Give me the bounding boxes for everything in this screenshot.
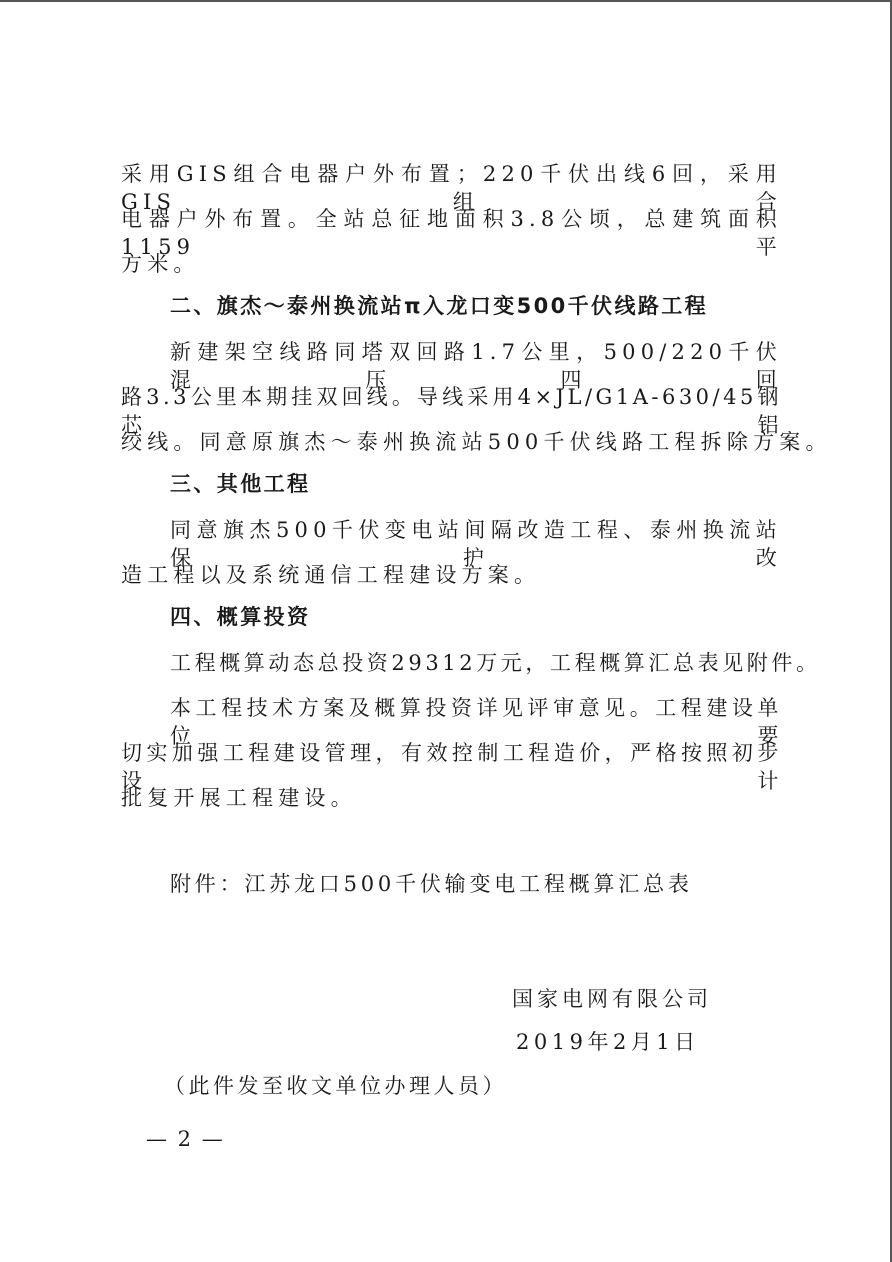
paragraph-line: 方米。 bbox=[121, 252, 200, 276]
paragraph-line: 切实加强工程建设管理，有效控制工程造价，严格按照初步设计 bbox=[121, 741, 782, 793]
paragraph-line: 批复开展工程建设。 bbox=[121, 786, 357, 810]
paragraph-line: 同意旗杰500千伏变电站间隔改造工程、泰州换流站保护改 bbox=[170, 518, 782, 570]
issue-date: 2019年2月1日 bbox=[516, 1030, 700, 1054]
paragraph-line: 造工程以及系统通信工程建设方案。 bbox=[121, 563, 541, 587]
section-heading: 三、其他工程 bbox=[170, 472, 311, 496]
page-top-border bbox=[0, 0, 892, 2]
page-number: — 2 — bbox=[146, 1127, 225, 1151]
issuer-name: 国家电网有限公司 bbox=[512, 987, 712, 1011]
paragraph-line: 路3.3公里本期挂双回线。导线采用4×JL/G1A-630/45钢芯铝 bbox=[121, 385, 782, 437]
paragraph-line: 绞线。同意原旗杰～泰州换流站500千伏线路工程拆除方案。 bbox=[121, 430, 832, 454]
paragraph-line: 新建架空线路同塔双回路1.7公里，500/220千伏混压四回 bbox=[170, 340, 782, 392]
distribution-note: （此件发至收文单位办理人员） bbox=[164, 1074, 507, 1098]
paragraph-line: 采用GIS组合电器户外布置；220千伏出线6回，采用GIS组合 bbox=[121, 162, 782, 214]
section-heading: 四、概算投资 bbox=[170, 605, 311, 629]
paragraph-line: 电器户外布置。全站总征地面积3.8公顷，总建筑面积1159平 bbox=[121, 207, 782, 259]
paragraph-line: 工程概算动态总投资29312万元，工程概算汇总表见附件。 bbox=[170, 651, 821, 675]
attachment-note: 附件：江苏龙口500千伏输变电工程概算汇总表 bbox=[170, 872, 693, 896]
paragraph-line: 本工程技术方案及概算投资详见评审意见。工程建设单位要 bbox=[170, 696, 782, 748]
section-heading: 二、旗杰～泰州换流站π入龙口变500千伏线路工程 bbox=[170, 294, 709, 318]
